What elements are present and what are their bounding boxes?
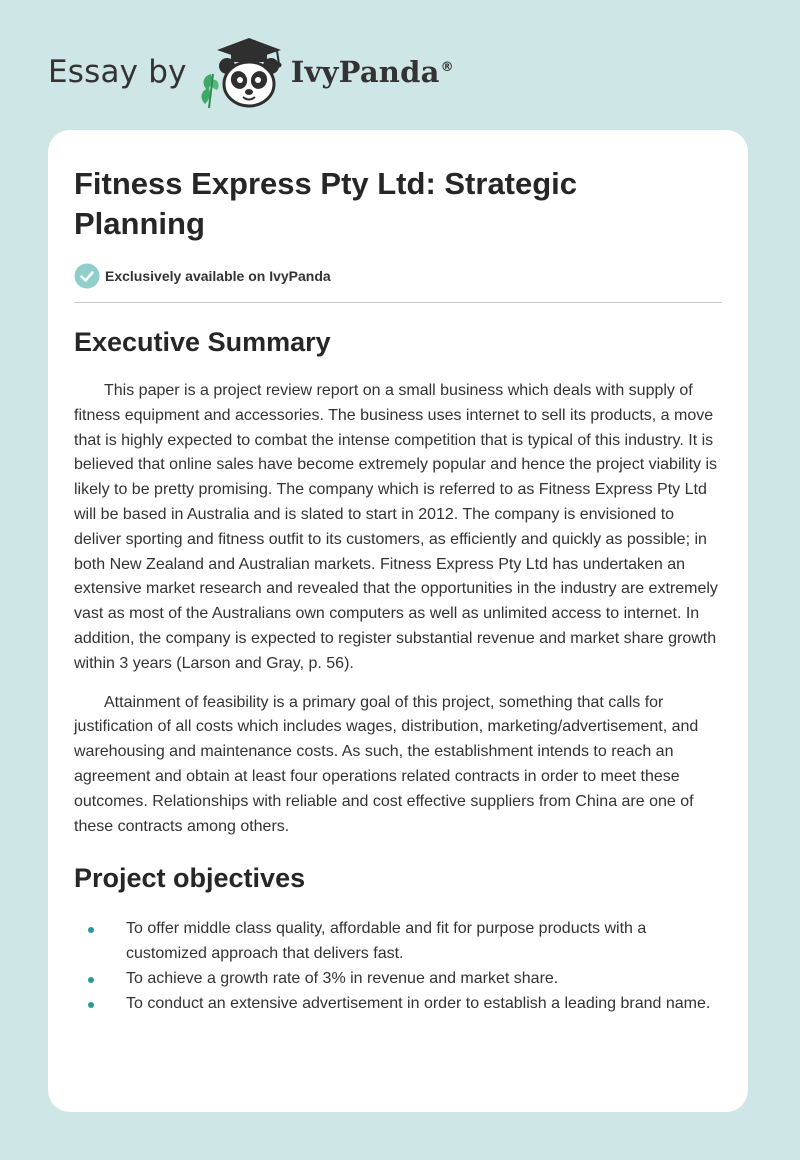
section-project-objectives xyxy=(74,861,722,1016)
paragraph: Attainment of feasibility is a primary goal of this project, something that calls for justification of all costs which includes wages, distribution, marketing/advertisement, and warehousing and maintenance costs. As such, the establishment intends to reach an agreement and obtain at least four operations related contracts in order to meet these outcomes. Relationships with reliable and cost effective suppliers from China are one of these contracts among others. xyxy=(74,693,699,835)
registered-mark: ® xyxy=(440,60,454,76)
bullet-icon xyxy=(88,977,94,983)
section-executive-summary xyxy=(74,325,722,839)
paragraph: This paper is a project review report on a small business which deals with supply of fitness equipment and accessories. The business uses internet to sell its products, a move that is highly expected to combat the intense competition that is typical of this industry. It is believed that online sales have become extremely popular and hence the project viability is likely to be pretty promising. The company which is referred to as Fitness Express Pty Ltd will be based in Australia and is slated to start in 2012. The company is envisioned to deliver sporting and fitness outfit to its customers, as efficiently and quickly as possible; in both New Zealand and Australian markets. Fitness Express Pty Ltd has undertaken an extensive market research and revealed that the opportunities in the industry are extremely vast as most of the Australians own computers as well as unlimited access to internet. In addition, the company is expected to register substantial revenue and market share growth within 3 years (Larson and Gray, p. 56). xyxy=(74,382,718,672)
list-item xyxy=(74,967,722,992)
list-item-text: To conduct an extensive advertisement in order to establish a leading brand name. xyxy=(126,994,711,1012)
section-heading: Executive Summary xyxy=(74,327,331,357)
brand-prefix: Essay by xyxy=(48,54,187,90)
document-title: Fitness Express Pty Ltd: Strategic Planning xyxy=(74,166,578,241)
exclusive-badge xyxy=(74,262,722,290)
section-heading: Project objectives xyxy=(74,863,306,894)
title-divider xyxy=(74,302,722,303)
brand-header xyxy=(48,34,454,110)
bullet-icon xyxy=(88,1002,94,1008)
panda-graduate-icon[interactable] xyxy=(197,34,289,110)
list-item-text: To offer middle class quality, affordable and fit for purpose products with a customized approach that delivers fast. xyxy=(126,920,647,963)
bullet-icon xyxy=(88,927,94,933)
exclusive-label: Exclusively available on IvyPanda xyxy=(105,268,331,284)
document-card xyxy=(48,130,748,1112)
list-item xyxy=(74,917,722,967)
brand-name[interactable]: IvyPanda® xyxy=(290,55,454,89)
list-item-text: To achieve a growth rate of 3% in revenue and market share. xyxy=(126,969,559,987)
objectives-list xyxy=(74,917,722,1016)
list-item xyxy=(74,992,722,1017)
check-circle-icon xyxy=(74,263,100,289)
